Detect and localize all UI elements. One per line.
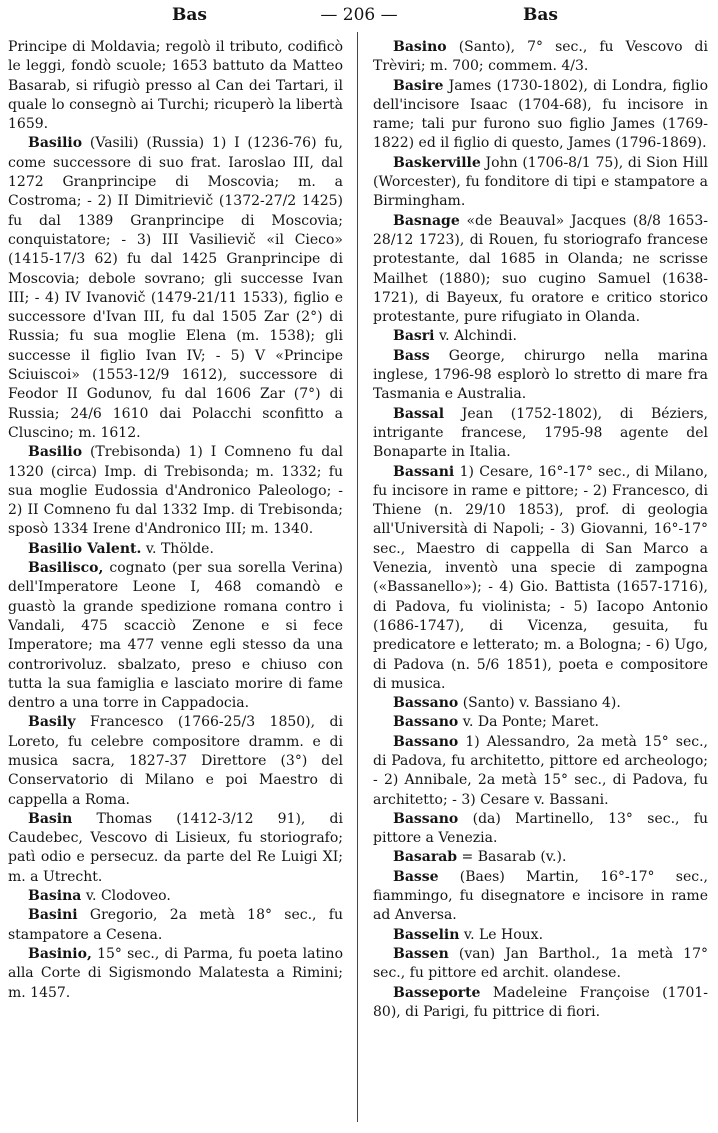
entry-headword: Bassal xyxy=(393,405,445,422)
entry-headword: Basini xyxy=(28,907,78,924)
header-right-keyword: Bas xyxy=(523,5,558,25)
header-left-keyword: Bas xyxy=(172,5,207,25)
entry-text: (Vasili) (Russia) 1) I (1236-76) fu, come successore di suo frat. Iaroslao III, dal 1272 Granprincipe di Moscovia; m. a Costroma; - 2) II Dimitrievič (1372-27/2 1425) fu dal 1389 Granprincipe di Moscovia; conquistatore; - 3) III Vasilievič «il Cieco» (1415-17/3 62) fu dal 1425 Granprincipe di Moscovia; debole sovrano; gli successe Ivan III; - 4) IV Ivanovič (1479-21/11 1533), figlio e successore d'Ivan III, fu dal 1505 Zar (2°) di Russia; fu sua moglie Elena (m. 1538); gli successe il figlio Ivan IV; - 5) V «Principe Sciuiscoi» (1553-12/9 1612), successore di Feodor II Godunov, fu dal 1606 Zar (7°) di Russia; 24/6 1610 dai Polacchi sconfitto a Cluscino; m. 1612. xyxy=(8,135,343,441)
dictionary-entry xyxy=(373,77,708,154)
entry-headword: Basilio Valent. xyxy=(28,540,142,557)
dictionary-entry xyxy=(373,38,708,77)
entry-text: (Baes) Martin, 16°-17° sec., fiammingo, fu disegnatore e incisore in rame ad Anversa. xyxy=(373,868,708,924)
entry-text: Thomas (1412-3/12 91), di Caudebec, Vescovo di Lisieux, fu storiografo; patì odio e persecuz. da parte del Re Luigi XI; m. a Utrecht. xyxy=(8,810,343,885)
entry-headword: Basilio xyxy=(28,135,83,152)
dictionary-entry xyxy=(373,945,708,984)
dictionary-entry xyxy=(8,887,343,906)
entry-text: v. Clodoveo. xyxy=(85,888,171,905)
dictionary-entry xyxy=(8,810,343,887)
entry-headword: Bassano xyxy=(393,810,459,827)
dictionary-entry xyxy=(8,540,343,559)
entry-text: Madeleine Françoise (1701-80), di Parigi, fu pittrice di fiori. xyxy=(373,984,708,1020)
entry-text: 1) Alessandro, 2a metà 15° sec., di Padova, fu architetto, pittore ed archeologo; - 2) Annibale, 2a metà 15° sec., di Padova, fu architetto; - 3) Cesare v. Bassani. xyxy=(373,733,708,808)
right-column xyxy=(373,38,708,1128)
entry-headword: Bass xyxy=(393,347,430,364)
entry-headword: Bassani xyxy=(393,463,455,480)
entry-text: Principe di Moldavia; regolò il tributo, codificò le leggi, fondò scuole; 1653 battuto da Matteo Basarab, si rifugiò presso al Can dei Tartari, il quale lo consegnò ai Turchi; ricuperò la libertà 1659. xyxy=(8,39,343,133)
entry-text: John (1706-8/1 75), di Sion Hill (Worcester), fu fonditore di tipi e stampatore a Birmingham. xyxy=(373,154,708,210)
dictionary-entry xyxy=(8,38,343,134)
entry-text: Francesco (1766-25/3 1850), di Loreto, fu celebre compositore dramm. e di musica sacra, 1827-37 Direttore (3°) del Conservatorio di Milano e poi Maestro di cappella a Roma. xyxy=(8,714,343,808)
dictionary-entry xyxy=(8,713,343,809)
entry-text: 15° sec., di Parma, fu poeta latino alla Corte di Sigismondo Malatesta a Rimini; m. 1457. xyxy=(8,945,343,1001)
entry-text: (van) Jan Barthol., 1a metà 17° sec., fu pittore ed archit. olandese. xyxy=(373,945,708,982)
entry-text: = Basarab (v.). xyxy=(461,849,567,866)
entry-text: v. Le Houx. xyxy=(463,926,544,943)
dictionary-entry xyxy=(373,327,708,346)
entry-headword: Basinio, xyxy=(28,945,92,962)
entry-headword: Basarab xyxy=(393,849,458,866)
entry-headword: Basri xyxy=(393,328,435,345)
dictionary-entry xyxy=(373,463,708,695)
entry-headword: Basino xyxy=(393,39,447,55)
dictionary-entry xyxy=(8,443,343,539)
entry-headword: Baskerville xyxy=(393,154,481,171)
entry-text: (da) Martinello, 13° sec., fu pittore a Venezia. xyxy=(373,810,708,847)
entry-headword: Basily xyxy=(28,714,76,731)
entry-text: cognato (per sua sorella Verina) dell'Imperatore Leone I, 468 comandò e guastò la grande spedizione romana contro i Vandali, 475 scacciò Zenone e si fece Imperatore; ma 477 venne egli stesso da una controrivoluz. sbalzato, preso e chiuso con tutta la sua famiglia e lasciato morire di fame dentro a una torre in Cappadocia. xyxy=(8,560,343,712)
column-divider xyxy=(357,32,358,1122)
entry-headword: Basselin xyxy=(393,926,460,943)
left-column xyxy=(8,38,343,1128)
entry-text: «de Beauval» Jacques (8/8 1653-28/12 1723), di Rouen, fu storiografo francese protestante, dal 1685 in Olanda; ne scrisse Mailhet (1880); suo cugino Samuel (1638-1721), di Bayeux, fu oratore e critico storico protestante, pure rifugiato in Olanda. xyxy=(373,212,708,326)
dictionary-entry xyxy=(373,154,708,212)
entry-text: (Trebisonda) 1) I Comneno fu dal 1320 (circa) Imp. di Trebisonda; m. 1332; fu sua moglie Eudossia d'Andronico Paleologo; - 2) II Comneno fu dal 1332 Imp. di Trebisonda; sposò 1334 Irene d'Andronico III; m. 1340. xyxy=(8,444,343,538)
dictionary-entry xyxy=(373,713,708,732)
entry-headword: Bassen xyxy=(393,945,449,962)
dictionary-entry xyxy=(373,405,708,463)
entry-text: 1) Cesare, 16°-17° sec., di Milano, fu incisore in rame e pittore; - 2) Francesco, di Thiene (n. 29/10 1853), prof. di geologia all'Università di Napoli; - 3) Giovanni, 16°-17° sec., Maestro di cappella di San Marco a Venezia, inventò una specie di zampogna («Bassanello»); - 4) Gio. Battista (1657-1716), di Padova, fu violinista; - 5) Iacopo Antonio (1686-1747), di Vicenza, gesuita, fu predicatore e letterato; m. a Bologna; - 6) Ugo, di Padova (n. 5/6 1851), poeta e compositore di musica. xyxy=(373,463,708,692)
dictionary-entry xyxy=(373,733,708,810)
page-header xyxy=(0,0,718,28)
entry-text: v. Alchindi. xyxy=(438,328,517,345)
dictionary-entry xyxy=(373,868,708,926)
entry-headword: Basin xyxy=(28,810,73,827)
entry-headword: Bassano xyxy=(393,714,459,731)
entry-headword: Bassano xyxy=(393,695,459,712)
dictionary-entry xyxy=(373,347,708,405)
entry-text: v. Da Ponte; Maret. xyxy=(462,714,599,731)
entry-headword: Basnage xyxy=(393,212,460,229)
entry-text: (Santo) v. Bassiano 4). xyxy=(462,695,621,712)
entry-text: George, chirurgo nella marina inglese, 1796-98 esplorò lo stretto di mare fra Tasmania e Australia. xyxy=(373,347,708,403)
entry-headword: Basseporte xyxy=(393,984,481,1001)
entry-text: v. Thölde. xyxy=(145,540,214,557)
dictionary-entry xyxy=(373,926,708,945)
entry-headword: Basilisco, xyxy=(28,560,104,577)
entry-text: Gregorio, 2a metà 18° sec., fu stampatore a Cesena. xyxy=(8,907,343,943)
page-number: — 206 — xyxy=(320,5,398,25)
entry-text: Jean (1752-1802), di Béziers, intrigante francese, 1795-98 agente del Bonaparte in Italia. xyxy=(373,405,708,461)
entry-headword: Basire xyxy=(393,77,444,94)
dictionary-entry xyxy=(373,984,708,1023)
entry-headword: Basilio xyxy=(28,444,83,461)
entry-headword: Bassano xyxy=(393,733,459,750)
entry-headword: Basse xyxy=(393,868,439,885)
dictionary-entry xyxy=(373,810,708,849)
dictionary-entry xyxy=(8,945,343,1003)
dictionary-entry xyxy=(8,906,343,945)
entry-text: (Santo), 7° sec., fu Vescovo di Trèviri; m. 700; commem. 4/3. xyxy=(373,39,708,75)
dictionary-entry xyxy=(373,848,708,867)
dictionary-entry xyxy=(373,212,708,328)
dictionary-entry xyxy=(8,134,343,443)
dictionary-entry xyxy=(8,559,343,713)
entry-text: James (1730-1802), di Londra, figlio dell'incisore Isaac (1704-68), fu incisore in rame; tali pur furono suo figlio James (1769-1822) ed il figlio di questo, James (1796-1869). xyxy=(373,77,708,152)
dictionary-entry xyxy=(373,694,708,713)
entry-headword: Basina xyxy=(28,888,82,905)
